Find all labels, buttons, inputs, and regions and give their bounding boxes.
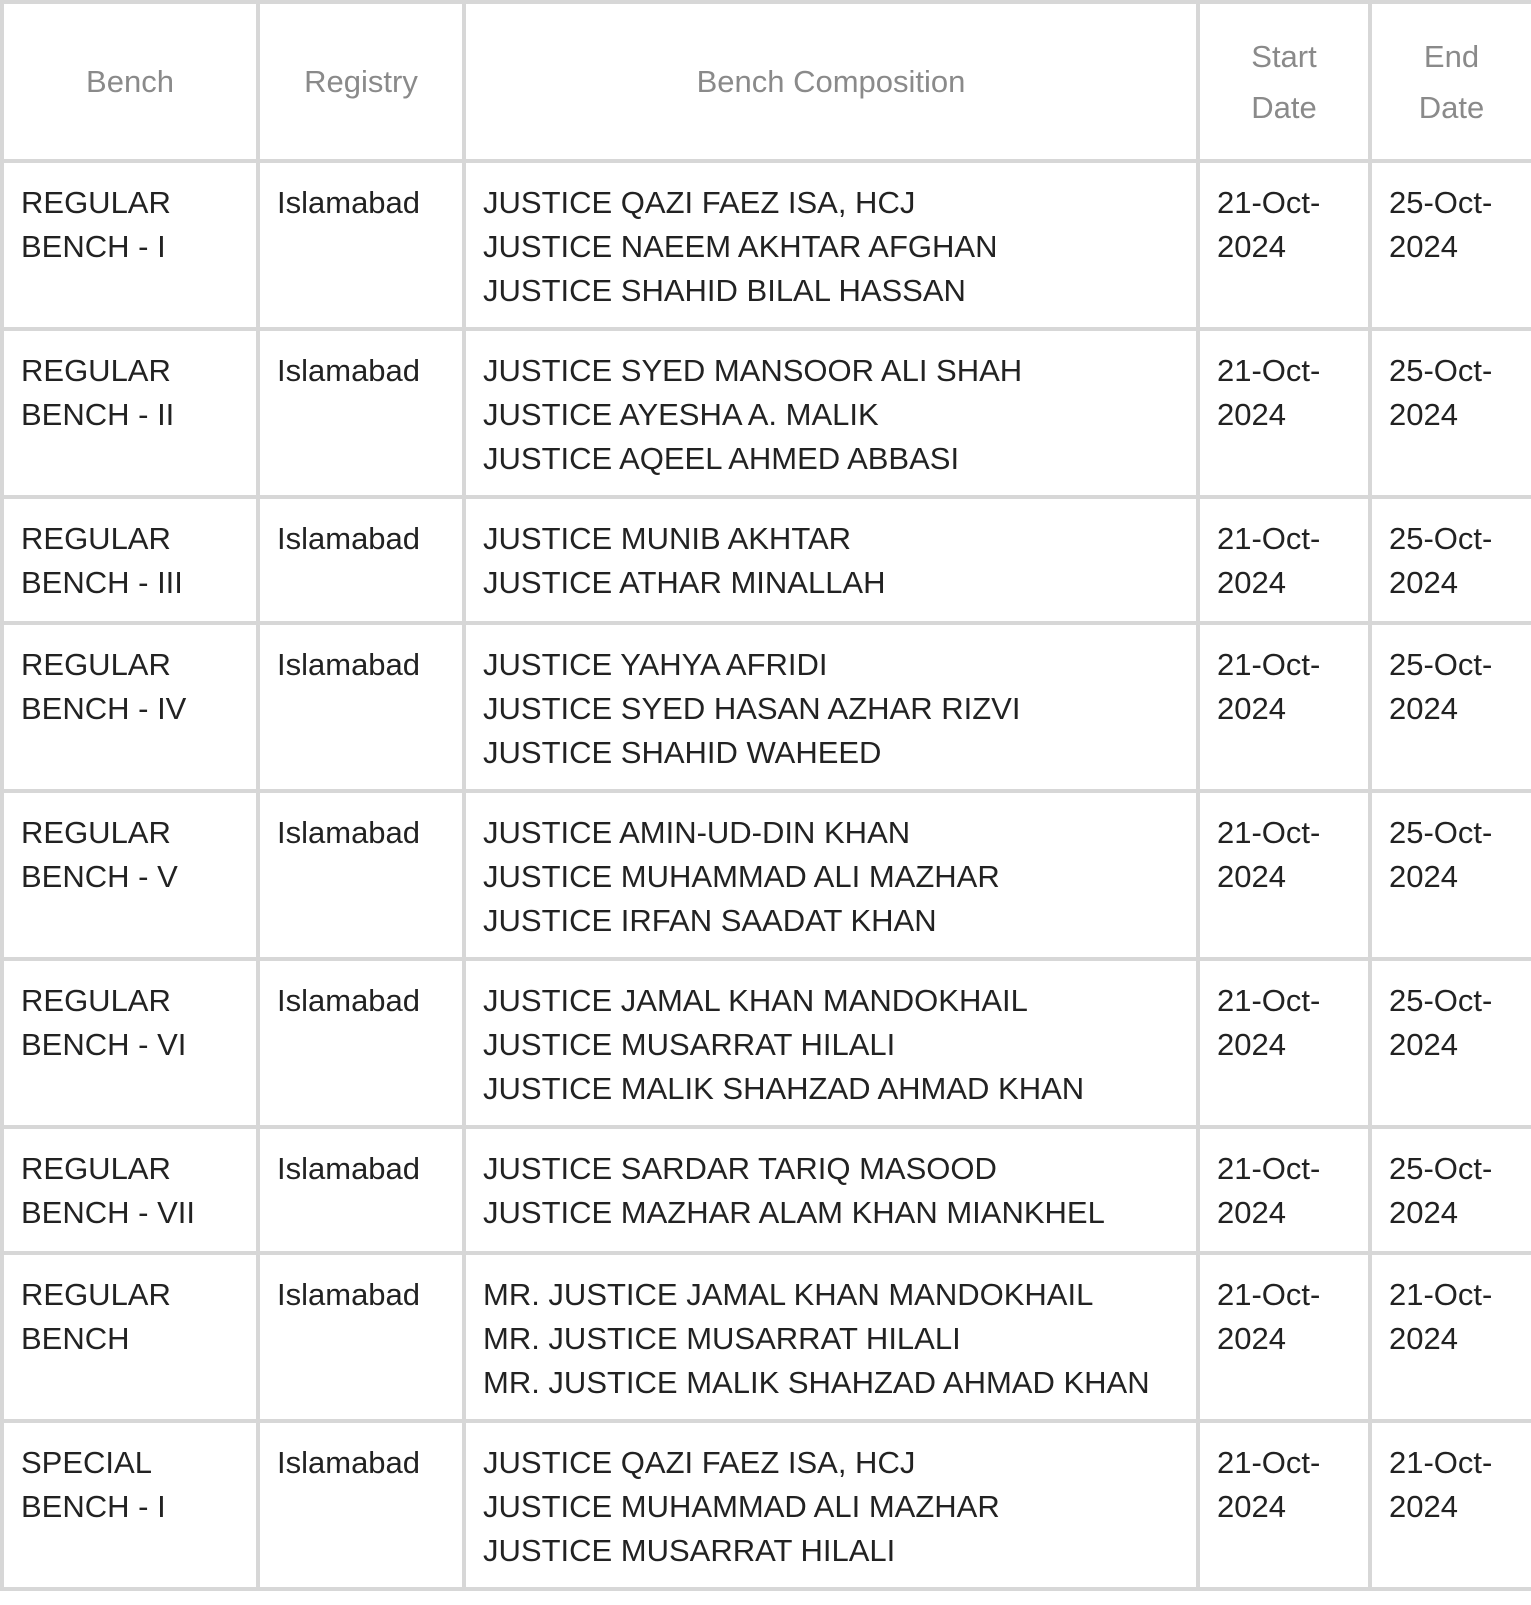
judge-name: JUSTICE JAMAL KHAN MANDOKHAIL	[483, 983, 1028, 1018]
cell-bench	[2, 791, 258, 959]
header-end-date-line1: End	[1423, 38, 1480, 74]
cell-bench	[2, 329, 258, 497]
end-date-line2: 2024	[1389, 859, 1458, 894]
bench-name-line2: BENCH - II	[21, 397, 175, 432]
end-date-line2: 2024	[1389, 1321, 1458, 1356]
judge-name: JUSTICE MUNIB AKHTAR	[483, 521, 852, 556]
judge-name: JUSTICE SHAHID WAHEED	[483, 735, 882, 770]
cell-composition	[464, 959, 1198, 1127]
registry-name: Islamabad	[277, 983, 421, 1018]
end-date-line1: 25-Oct-	[1389, 983, 1493, 1018]
judge-name: JUSTICE MALIK SHAHZAD AHMAD KHAN	[483, 1071, 1085, 1106]
bench-name-line2: BENCH - III	[21, 565, 183, 600]
cell-end-date	[1370, 161, 1531, 329]
cell-start-date	[1198, 1127, 1370, 1253]
judge-name: JUSTICE SYED MANSOOR ALI SHAH	[483, 353, 1023, 388]
start-date-line2: 2024	[1217, 1195, 1286, 1230]
cell-composition	[464, 497, 1198, 623]
judge-name: JUSTICE MUSARRAT HILALI	[483, 1533, 896, 1568]
table-row	[2, 329, 1531, 497]
table-row	[2, 497, 1531, 623]
bench-name-line1: REGULAR	[21, 1151, 171, 1186]
judge-name: JUSTICE MUHAMMAD ALI MAZHAR	[483, 859, 1000, 894]
bench-name-line1: REGULAR	[21, 983, 171, 1018]
bench-name-line2: BENCH	[21, 1321, 130, 1356]
cell-start-date	[1198, 1421, 1370, 1589]
cell-start-date	[1198, 959, 1370, 1127]
bench-name-line2: BENCH - I	[21, 229, 166, 264]
start-date-line1: 21-Oct-	[1217, 521, 1321, 556]
start-date-line1: 21-Oct-	[1217, 1151, 1321, 1186]
cell-end-date	[1370, 1127, 1531, 1253]
judge-name: JUSTICE YAHYA AFRIDI	[483, 647, 828, 682]
cell-start-date	[1198, 161, 1370, 329]
header-composition[interactable]	[464, 2, 1198, 161]
table-row	[2, 623, 1531, 791]
start-date-line1: 21-Oct-	[1217, 1445, 1321, 1480]
cell-end-date	[1370, 497, 1531, 623]
bench-name-line1: REGULAR	[21, 1277, 171, 1312]
cell-bench	[2, 1253, 258, 1421]
bench-name-line2: BENCH - VII	[21, 1195, 195, 1230]
registry-name: Islamabad	[277, 1151, 421, 1186]
cell-registry	[258, 1127, 464, 1253]
end-date-line2: 2024	[1389, 1027, 1458, 1062]
table-row	[2, 1421, 1531, 1589]
cell-end-date	[1370, 1421, 1531, 1589]
cell-registry	[258, 959, 464, 1127]
judge-name: JUSTICE MUSARRAT HILALI	[483, 1027, 896, 1062]
header-row	[2, 2, 1531, 161]
end-date-line1: 21-Oct-	[1389, 1445, 1493, 1480]
end-date-line1: 25-Oct-	[1389, 185, 1493, 220]
cell-composition	[464, 623, 1198, 791]
end-date-line2: 2024	[1389, 397, 1458, 432]
judge-name: JUSTICE AYESHA A. MALIK	[483, 397, 879, 432]
start-date-line2: 2024	[1217, 1027, 1286, 1062]
cell-start-date	[1198, 329, 1370, 497]
end-date-line2: 2024	[1389, 229, 1458, 264]
judge-name: JUSTICE SYED HASAN AZHAR RIZVI	[483, 691, 1021, 726]
registry-name: Islamabad	[277, 647, 421, 682]
start-date-line2: 2024	[1217, 1489, 1286, 1524]
start-date-line1: 21-Oct-	[1217, 815, 1321, 850]
start-date-line1: 21-Oct-	[1217, 353, 1321, 388]
bench-name-line1: REGULAR	[21, 521, 171, 556]
cell-bench	[2, 1421, 258, 1589]
header-registry-label: Registry	[304, 64, 418, 99]
end-date-line1: 25-Oct-	[1389, 647, 1493, 682]
start-date-line1: 21-Oct-	[1217, 1277, 1321, 1312]
bench-name-line2: BENCH - V	[21, 859, 178, 894]
table-header	[2, 2, 1531, 161]
judge-name: MR. JUSTICE JAMAL KHAN MANDOKHAIL	[483, 1277, 1094, 1312]
cell-bench	[2, 161, 258, 329]
cell-composition	[464, 1253, 1198, 1421]
cell-registry	[258, 329, 464, 497]
cell-bench	[2, 623, 258, 791]
registry-name: Islamabad	[277, 1445, 421, 1480]
bench-name-line1: REGULAR	[21, 353, 171, 388]
cell-end-date	[1370, 791, 1531, 959]
cell-start-date	[1198, 1253, 1370, 1421]
header-start-date-line2: Date	[1251, 89, 1317, 125]
bench-name-line1: REGULAR	[21, 815, 171, 850]
table-row	[2, 161, 1531, 329]
judge-name: JUSTICE MUHAMMAD ALI MAZHAR	[483, 1489, 1000, 1524]
start-date-line2: 2024	[1217, 859, 1286, 894]
cell-registry	[258, 161, 464, 329]
start-date-line2: 2024	[1217, 1321, 1286, 1356]
end-date-line1: 25-Oct-	[1389, 521, 1493, 556]
registry-name: Islamabad	[277, 521, 421, 556]
bench-name-line2: BENCH - VI	[21, 1027, 187, 1062]
judge-name: JUSTICE SHAHID BILAL HASSAN	[483, 273, 966, 308]
cell-bench	[2, 959, 258, 1127]
cell-bench	[2, 1127, 258, 1253]
end-date-line2: 2024	[1389, 1195, 1458, 1230]
table-row	[2, 791, 1531, 959]
header-start-date[interactable]	[1198, 2, 1370, 161]
table-row	[2, 959, 1531, 1127]
end-date-line2: 2024	[1389, 1489, 1458, 1524]
bench-name-line1: REGULAR	[21, 647, 171, 682]
cell-end-date	[1370, 959, 1531, 1127]
start-date-line2: 2024	[1217, 397, 1286, 432]
judge-name: MR. JUSTICE MALIK SHAHZAD AHMAD KHAN	[483, 1365, 1150, 1400]
start-date-line1: 21-Oct-	[1217, 983, 1321, 1018]
bench-name-line2: BENCH - I	[21, 1489, 166, 1524]
cell-end-date	[1370, 623, 1531, 791]
start-date-line2: 2024	[1217, 565, 1286, 600]
header-registry[interactable]	[258, 2, 464, 161]
judge-name: JUSTICE AQEEL AHMED ABBASI	[483, 441, 960, 476]
judge-name: JUSTICE SARDAR TARIQ MASOOD	[483, 1151, 997, 1186]
judge-name: JUSTICE IRFAN SAADAT KHAN	[483, 903, 937, 938]
cell-registry	[258, 1253, 464, 1421]
table-body	[2, 161, 1531, 1589]
bench-name-line1: SPECIAL	[21, 1445, 152, 1480]
cell-registry	[258, 623, 464, 791]
cell-end-date	[1370, 1253, 1531, 1421]
end-date-line1: 25-Oct-	[1389, 815, 1493, 850]
cell-start-date	[1198, 623, 1370, 791]
registry-name: Islamabad	[277, 1277, 421, 1312]
start-date-line2: 2024	[1217, 229, 1286, 264]
header-bench[interactable]	[2, 2, 258, 161]
end-date-line2: 2024	[1389, 565, 1458, 600]
cell-composition	[464, 791, 1198, 959]
cell-bench	[2, 497, 258, 623]
end-date-line1: 21-Oct-	[1389, 1277, 1493, 1312]
end-date-line1: 25-Oct-	[1389, 353, 1493, 388]
cell-end-date	[1370, 329, 1531, 497]
cell-registry	[258, 1421, 464, 1589]
header-end-date-line2: Date	[1418, 89, 1485, 125]
cell-registry	[258, 497, 464, 623]
header-end-date[interactable]	[1370, 2, 1531, 161]
registry-name: Islamabad	[277, 185, 421, 220]
start-date-line1: 21-Oct-	[1217, 647, 1321, 682]
registry-name: Islamabad	[277, 353, 421, 388]
judge-name: JUSTICE MAZHAR ALAM KHAN MIANKHEL	[483, 1195, 1105, 1230]
cell-composition	[464, 161, 1198, 329]
cell-composition	[464, 1127, 1198, 1253]
registry-name: Islamabad	[277, 815, 421, 850]
cell-start-date	[1198, 497, 1370, 623]
cell-composition	[464, 329, 1198, 497]
header-start-date-line1: Start	[1251, 38, 1317, 74]
start-date-line2: 2024	[1217, 691, 1286, 726]
judge-name: JUSTICE NAEEM AKHTAR AFGHAN	[483, 229, 998, 264]
cell-registry	[258, 791, 464, 959]
judge-name: MR. JUSTICE MUSARRAT HILALI	[483, 1321, 961, 1356]
judge-name: JUSTICE QAZI FAEZ ISA, HCJ	[483, 185, 916, 220]
start-date-line1: 21-Oct-	[1217, 185, 1321, 220]
cell-start-date	[1198, 791, 1370, 959]
end-date-line2: 2024	[1389, 691, 1458, 726]
table-row	[2, 1253, 1531, 1421]
cell-composition	[464, 1421, 1198, 1589]
bench-name-line2: BENCH - IV	[21, 691, 187, 726]
header-bench-label: Bench	[86, 64, 174, 99]
judge-name: JUSTICE AMIN-UD-DIN KHAN	[483, 815, 911, 850]
table-row	[2, 1127, 1531, 1253]
judge-name: JUSTICE QAZI FAEZ ISA, HCJ	[483, 1445, 916, 1480]
bench-name-line1: REGULAR	[21, 185, 171, 220]
header-composition-label: Bench Composition	[696, 64, 966, 99]
end-date-line1: 25-Oct-	[1389, 1151, 1493, 1186]
judge-name: JUSTICE ATHAR MINALLAH	[483, 565, 886, 600]
